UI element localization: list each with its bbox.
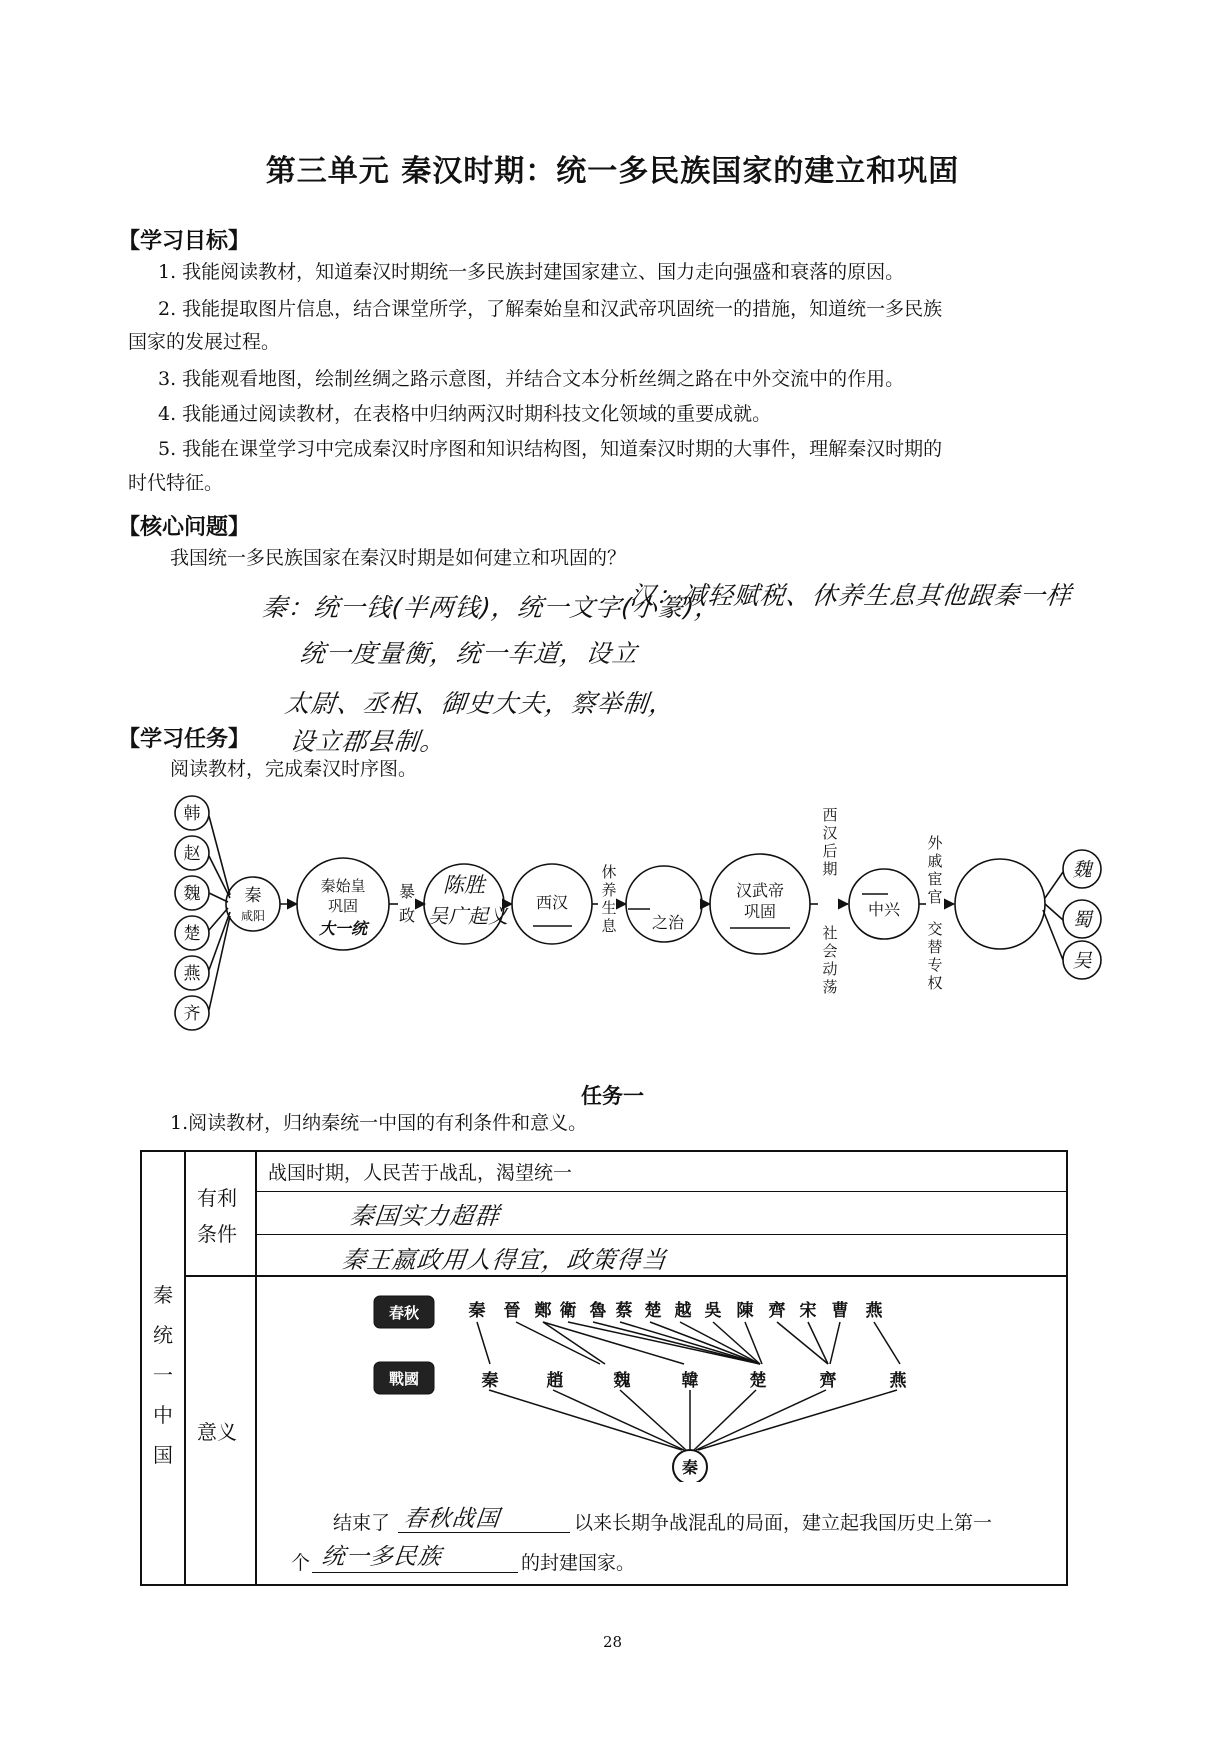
core-heading: 【核心问题】 <box>118 515 251 540</box>
goal-2: 2. 我能提取图片信息，结合课堂所学，了解秦始皇和汉武帝巩固统一的措施，知道统一多民族 <box>158 298 943 320</box>
cq-state-8: 越 <box>674 1301 692 1321</box>
xihan-1: 西 <box>822 806 838 824</box>
cq-state-11: 齊 <box>768 1301 786 1321</box>
side-char-4: 中 <box>153 1403 173 1427</box>
zg-state-3: 魏 <box>613 1371 631 1391</box>
page-number: 28 <box>602 1633 623 1651</box>
xihan-7: 动 <box>822 960 838 978</box>
node4-label: 西汉 <box>535 893 569 912</box>
cond-label-2: 条件 <box>197 1222 237 1246</box>
goal-5-cont: 时代特征。 <box>128 472 224 494</box>
xiuyang-4: 息 <box>601 917 617 935</box>
baozheng-1: 暴 <box>398 882 416 901</box>
sentence1-blank <box>398 1532 570 1533</box>
node5-label: 之治 <box>651 913 685 932</box>
cq-state-10: 陳 <box>736 1301 754 1321</box>
qin-label: 秦 <box>244 886 262 906</box>
cond-label-1: 有利 <box>197 1186 237 1210</box>
waiqi-6: 替 <box>927 938 943 956</box>
zhanguo-label: 戰國 <box>388 1370 420 1388</box>
sentence2-blank <box>312 1572 518 1573</box>
core-answer-line-4: 设立郡县制。 <box>288 727 448 756</box>
waiqi-2: 戚 <box>927 852 943 870</box>
waiqi-1: 外 <box>927 834 943 852</box>
side-char-1: 秦 <box>153 1283 173 1307</box>
state-qi: 齐 <box>183 1004 201 1024</box>
node3-fill-1: 陈胜 <box>443 873 485 897</box>
tasks-instruction: 阅读教材，完成秦汉时序图。 <box>170 758 418 780</box>
goal-5: 5. 我能在课堂学习中完成秦汉时序图和知识结构图，知道秦汉时期的大事件，理解秦汉时期的 <box>158 438 943 460</box>
cq-state-2: 晉 <box>503 1301 521 1321</box>
state-wei: 魏 <box>183 884 201 904</box>
states-convergence-diagram <box>370 1282 970 1482</box>
meaning-label: 意义 <box>197 1420 237 1444</box>
xihan-2: 汉 <box>822 824 838 842</box>
goal-2-cont: 国家的发展过程。 <box>128 331 281 353</box>
core-question: 我国统一多民族国家在秦汉时期是如何建立和巩固的？ <box>170 547 627 569</box>
waiqi-7: 专 <box>927 956 943 974</box>
cq-state-7: 楚 <box>644 1301 662 1321</box>
task1-instruction: 1.阅读教材，归纳秦统一中国的有利条件和意义。 <box>170 1112 588 1134</box>
xihan-3: 后 <box>822 842 838 860</box>
cq-state-14: 燕 <box>865 1301 883 1321</box>
node2-line2: 巩固 <box>327 897 359 915</box>
tasks-heading: 【学习任务】 <box>118 727 251 752</box>
cond-hand-2: 秦王嬴政用人得宜，政策得当 <box>340 1246 669 1274</box>
state-han: 韩 <box>183 804 201 824</box>
zg-state-1: 秦 <box>481 1371 499 1391</box>
goal-1: 1. 我能阅读教材，知道秦汉时期统一多民族封建国家建立、国力走向强盛和衰落的原因。 <box>158 261 905 283</box>
sentence2-a: 个 <box>291 1552 311 1574</box>
xiuyang-1: 休 <box>601 863 617 881</box>
state-yan: 燕 <box>183 964 201 984</box>
core-answer-han: 汉：减轻赋税、休养生息其他跟秦一样 <box>628 581 1074 610</box>
cq-state-6: 蔡 <box>615 1301 633 1321</box>
baozheng-2: 政 <box>398 906 416 925</box>
state-chu: 楚 <box>183 924 201 944</box>
zg-state-6: 齊 <box>819 1371 837 1391</box>
node6-line1: 汉武帝 <box>735 881 785 900</box>
cq-state-5: 魯 <box>589 1301 607 1321</box>
waiqi-3: 宦 <box>927 870 943 888</box>
sentence1-a: 结束了 <box>333 1512 391 1534</box>
cond-printed: 战国时期，人民苦于战乱，渴望统一 <box>268 1162 573 1184</box>
node2-line1: 秦始皇 <box>320 877 366 895</box>
three-wei: 魏 <box>1072 859 1092 881</box>
cond-label <box>197 1180 237 1252</box>
cond-hand-1: 秦国实力超群 <box>348 1202 502 1230</box>
core-answer-line-2: 统一度量衡，统一车道，设立 <box>298 639 640 668</box>
table-rule-1 <box>257 1191 1068 1192</box>
side-char-2: 统 <box>153 1323 173 1347</box>
three-wu: 吴 <box>1072 950 1092 972</box>
zg-state-4: 韓 <box>681 1371 699 1391</box>
task1-heading: 任务一 <box>581 1084 644 1108</box>
waiqi-8: 权 <box>927 974 943 992</box>
chunqiu-label: 春秋 <box>388 1304 420 1322</box>
zg-state-2: 趙 <box>546 1371 564 1391</box>
waiqi-4: 官 <box>927 888 943 906</box>
table-rule-2 <box>257 1234 1068 1235</box>
node6-line2: 巩固 <box>743 902 777 921</box>
xihan-8: 荡 <box>822 978 838 996</box>
xiuyang-3: 生 <box>601 899 617 917</box>
zg-state-5: 楚 <box>749 1371 767 1391</box>
cq-state-13: 曹 <box>831 1301 849 1321</box>
table-divider-h <box>184 1275 1068 1277</box>
table-divider-v2 <box>255 1150 257 1586</box>
side-char-5: 国 <box>153 1443 173 1467</box>
three-shu: 蜀 <box>1072 909 1092 931</box>
qin-sub: 咸阳 <box>240 909 266 923</box>
goal-3: 3. 我能观看地图，绘制丝绸之路示意图，并结合文本分析丝绸之路在中外交流中的作用。 <box>158 368 905 390</box>
final-qin: 秦 <box>681 1458 699 1477</box>
node7-label: 中兴 <box>867 900 901 919</box>
xihan-4: 期 <box>822 860 838 878</box>
node-empty <box>955 859 1045 949</box>
cq-state-4: 衛 <box>559 1301 577 1321</box>
waiqi-5: 交 <box>927 920 943 938</box>
goal-4: 4. 我能通过阅读教材，在表格中归纳两汉时期科技文化领域的重要成就。 <box>158 403 772 425</box>
sentence2-fill: 统一多民族 <box>320 1544 444 1570</box>
table-side-label <box>150 1275 176 1475</box>
state-zhao: 赵 <box>183 844 201 864</box>
sentence1-fill: 春秋战国 <box>402 1506 502 1532</box>
sentence1-b: 以来长期争战混乱的局面，建立起我国历史上第一 <box>574 1512 993 1534</box>
cq-state-1: 秦 <box>468 1301 486 1321</box>
goals-heading: 【学习目标】 <box>118 229 251 254</box>
core-answer-line-3: 太尉、丞相、御史大夫，察举制， <box>283 689 677 718</box>
zg-state-7: 燕 <box>889 1371 907 1391</box>
node2-fill: 大一统 <box>318 919 368 938</box>
xihan-6: 会 <box>822 942 838 960</box>
table-divider-v1 <box>184 1150 186 1586</box>
xihan-5: 社 <box>822 924 838 942</box>
node3-fill-2: 吴广起义 <box>428 904 508 928</box>
xiuyang-2: 养 <box>601 881 617 899</box>
core-answer-line-1: 秦：统一钱(半两钱)，统一文字(小篆)， <box>260 593 723 622</box>
cq-state-9: 吳 <box>704 1301 722 1321</box>
sentence2-b: 的封建国家。 <box>521 1552 636 1574</box>
cq-state-3: 鄭 <box>534 1301 552 1321</box>
side-char-3: 一 <box>153 1363 173 1387</box>
page-title: 第三单元 秦汉时期：统一多民族国家的建立和巩固 <box>265 154 960 189</box>
timeline-diagram <box>0 780 1225 1040</box>
cq-state-12: 宋 <box>799 1301 817 1321</box>
